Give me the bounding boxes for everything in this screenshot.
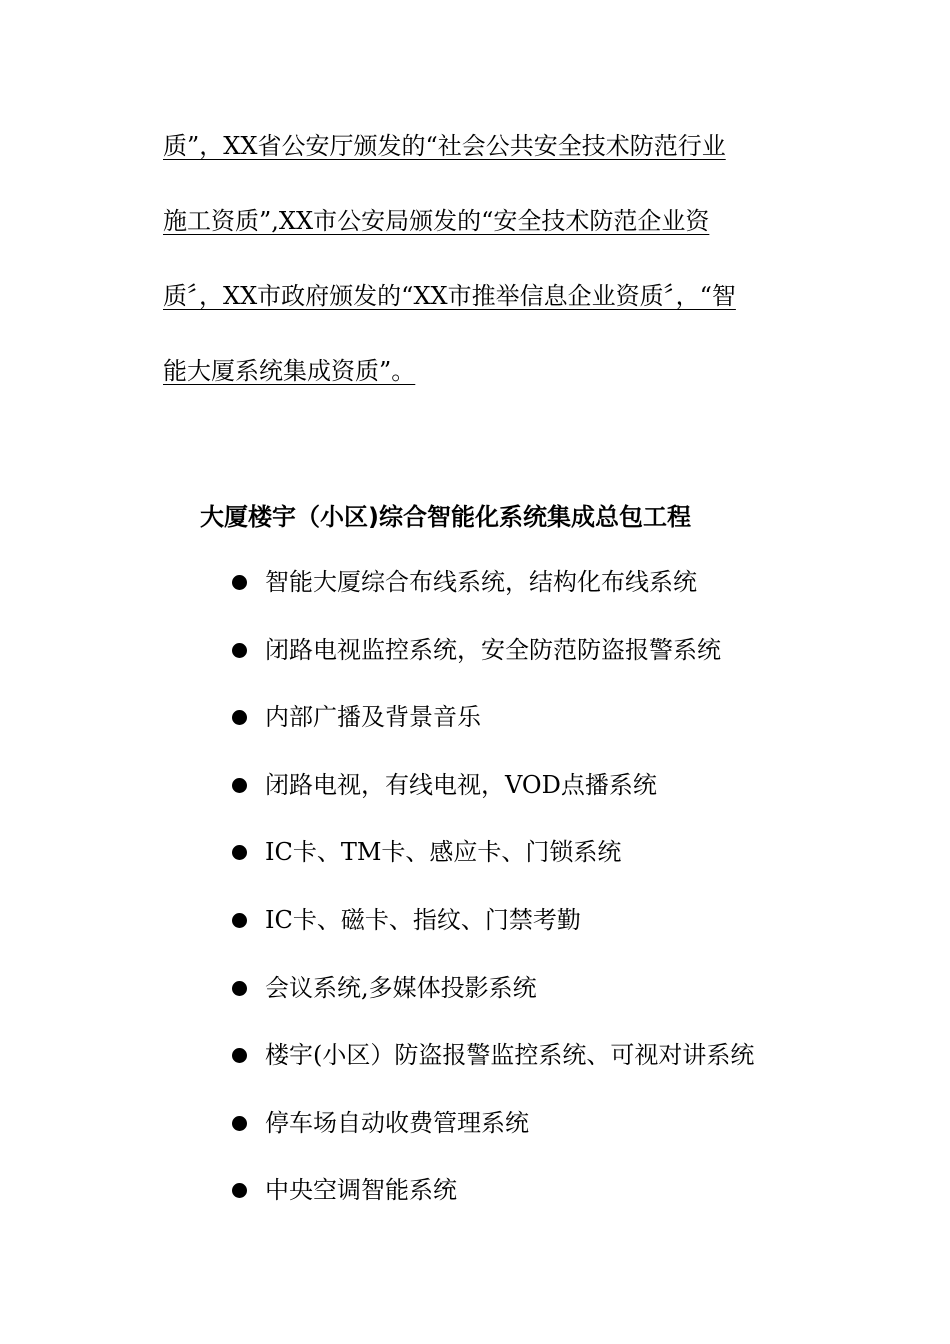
list-item-text: 闭路电视监控系统，安全防范防盗报警系统 <box>265 635 721 664</box>
list-item-text: 智能大厦综合布线系统，结构化布线系统 <box>265 568 697 596</box>
bullet-icon <box>232 575 247 590</box>
list-item <box>232 904 754 972</box>
list-item <box>232 1039 754 1107</box>
list-item-text: IC卡、磁卡、指纹、门禁考勤 <box>265 905 581 934</box>
paragraph-line-1: 质”，XX省公安厅颁发的“社会公共安全技术防范行业 <box>163 132 726 160</box>
list-item-text: 中央空调智能系统 <box>265 1176 457 1205</box>
list-item-text: 楼宇(小区）防盗报警监控系统、可视对讲系统 <box>265 1041 755 1070</box>
bullet-icon <box>232 845 247 860</box>
list-item <box>232 634 754 702</box>
list-item <box>232 836 754 904</box>
section-heading: 大厦楼宇（小区)综合智能化系统集成总包工程 <box>200 503 691 531</box>
paragraph-line-3: 质〞，XX市政府颁发的“XX市推举信息企业资质〞，“智 <box>163 282 736 310</box>
list-item-text: 会议系统,多媒体投影系统 <box>265 973 537 1002</box>
list-item <box>232 566 754 634</box>
list-item-text: 闭路电视，有线电视，VOD点播系统 <box>265 770 657 799</box>
paragraph-line-2: 施工资质”,XX市公安局颁发的“安全技术防范企业资 <box>163 207 710 235</box>
bullet-icon <box>232 643 247 658</box>
bullet-icon <box>232 913 247 928</box>
bullet-icon <box>232 1048 247 1063</box>
list-item <box>232 701 754 769</box>
list-item <box>232 1107 754 1175</box>
bullet-icon <box>232 1116 247 1131</box>
list-item <box>232 972 754 1040</box>
list-item <box>232 769 754 837</box>
list-item-text: IC卡、TM卡、感应卡、门锁系统 <box>265 838 622 867</box>
system-list <box>232 566 754 1242</box>
bullet-icon <box>232 710 247 725</box>
paragraph-line-4: 能大厦系统集成资质”。 <box>163 357 416 385</box>
bullet-icon <box>232 778 247 793</box>
bullet-icon <box>232 1183 247 1198</box>
list-item <box>232 1174 754 1242</box>
list-item-text: 停车场自动收费管理系统 <box>265 1108 529 1137</box>
bullet-icon <box>232 981 247 996</box>
list-item-text: 内部广播及背景音乐 <box>265 703 481 732</box>
